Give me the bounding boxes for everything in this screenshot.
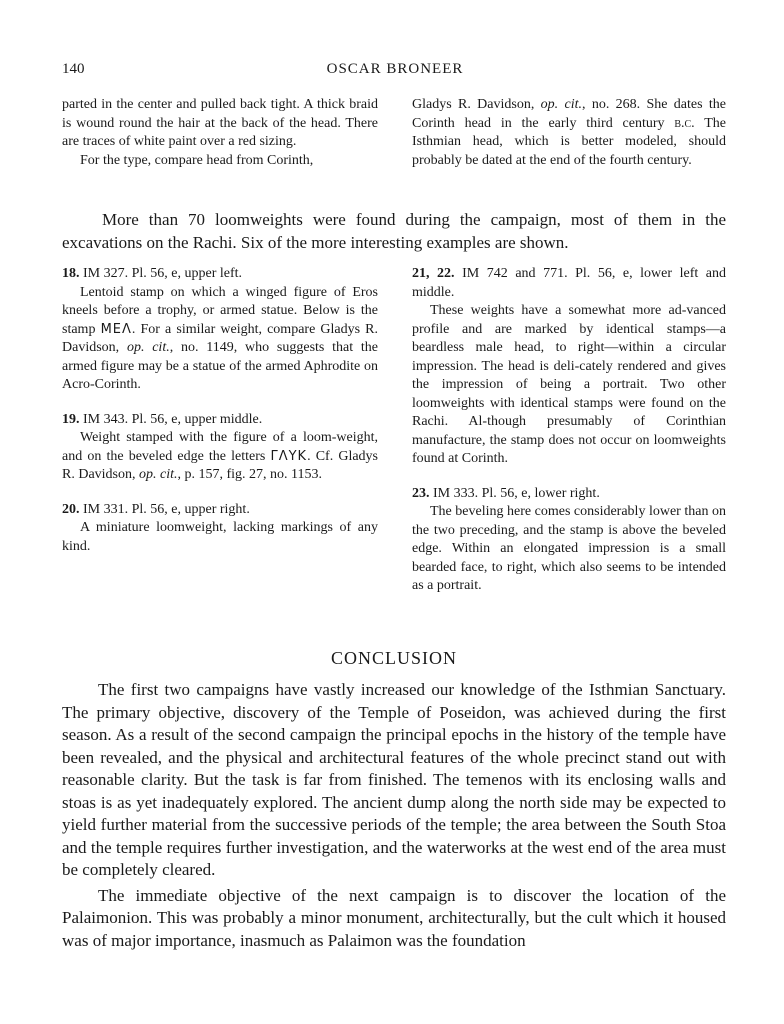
entry-body — [62, 284, 378, 395]
top-left-column — [62, 96, 378, 170]
catalog-entry-19 — [62, 411, 378, 485]
entry-number: 18. — [62, 266, 80, 281]
op-cit: op. cit. — [126, 340, 170, 355]
entry-reference: IM 331. Pl. 56, e, upper right. — [79, 501, 250, 517]
conclusion-body — [62, 679, 726, 955]
entry-reference: IM 333. Pl. 56, e, lower right. — [429, 485, 600, 501]
op-cit: op. cit. — [540, 97, 582, 112]
text-run: . Cf. Gladys R. Davidson, — [62, 448, 378, 482]
catalog-entry-21-22 — [412, 265, 726, 469]
entry-body: The beveling here comes considerably lower than on the two preceding, and the stamp is above the beveled edge. Within an elongated impression is a small bearded face, to right, which also seems to be intended as a portrait. — [412, 504, 726, 593]
entry-number: 19. — [62, 411, 80, 427]
entry-heading — [412, 485, 726, 504]
text-run: Gladys R. Davidson, — [412, 97, 541, 112]
catalog-entry-23 — [412, 485, 726, 596]
entry-heading — [62, 501, 378, 520]
running-head: OSCAR BRONEER — [326, 61, 464, 77]
text-run: Lentoid stamp on which a winged figure of Eros kneels before a trophy, or armed statue. Below is the stamp — [62, 284, 378, 337]
entry-body — [62, 429, 378, 485]
entry-reference: IM 742 and 771. Pl. 56, e, lower left and middle. — [412, 266, 727, 300]
entry-heading — [62, 411, 378, 430]
intro-paragraph — [62, 208, 726, 254]
op-cit: op. cit. — [139, 467, 178, 482]
entry-body: These weights have a somewhat more ad-vanced profile and are marked by identical stamps—a beardless male head, to right—within a circular impression. The head is deli-cately rendered and gives the impression of being a portrait. Two other loomweights with identical stamps were found on the Rachi. Al-though presumably of Corinthian manufacture, the stamp does not occur on loomweights found at Corinth. — [412, 303, 726, 466]
text-run: The Isthmian head, which is better modeled, should probably be dated at the end of the fourth century. — [412, 115, 727, 168]
page-number: 140 — [62, 61, 85, 77]
section-title: CONCLUSION — [330, 648, 457, 668]
greek-inscription: ΓΛΥΚ — [270, 448, 308, 464]
top-left-paragraph-2: For the type, compare head from Corinth, — [80, 152, 314, 168]
catalog-left-column — [62, 265, 378, 572]
catalog-entry-20 — [62, 501, 378, 557]
entry-reference: IM 327. Pl. 56, e, upper left. — [79, 266, 243, 281]
page-header — [62, 61, 728, 83]
text-run: Weight stamped with the figure of a loom-weight, and on the beveled edge the letters — [62, 430, 378, 464]
catalog-entry-18 — [62, 265, 378, 395]
text-run: , no. 268. She dates the Corinth head in the early third century — [412, 97, 726, 131]
entry-heading — [62, 265, 378, 284]
entry-number: 20. — [62, 501, 80, 517]
top-left-paragraph-1: parted in the center and pulled back tight. A thick braid is wound round the hair at the back of the head. There are traces of white paint over a red sizing. — [62, 97, 378, 149]
intro-text: More than 70 loomweights were found during the campaign, most of them in the excavations on the Rachi. Six of the more interesting examples are shown. — [62, 210, 726, 252]
catalog-right-column — [412, 265, 726, 612]
entry-heading — [412, 265, 726, 302]
entry-body: A miniature loomweight, lacking markings of any kind. — [62, 520, 378, 554]
conclusion-paragraph-1: The first two campaigns have vastly increased our knowledge of the Isthmian Sanctuary. The primary objective, discovery of the Temple of Poseidon, was achieved during the first season. As a result of the second campaign the principal epochs in the history of the temple have been revealed, and the physical and architectural features of the whole precinct stand out with reasonable clarity. But the task is far from finished. The temenos with its enclosing walls and stoas is as yet inadequately explored. The ancient dump along the north side may be expected to yield further material from the successive periods of the temple; the area between the South Stoa and the temple requires further investigation, and the waterworks at the west end of the area must be completely cleared. — [62, 680, 726, 879]
top-right-column — [412, 96, 726, 170]
entry-reference: IM 343. Pl. 56, e, upper middle. — [79, 411, 263, 427]
text-run: . For a similar weight, compare Gladys R. Davidson, — [62, 321, 378, 355]
greek-inscription: ΜΕΛ — [100, 321, 132, 337]
text-run: , p. 157, fig. 27, no. 1153. — [177, 467, 323, 482]
entry-number: 23. — [412, 485, 430, 501]
text-run: , no. 1149, who suggests that the armed figure may be a statue of the armed Aphrodite on Acro-Corinth. — [62, 340, 378, 392]
era-abbrev: b.c. — [674, 115, 695, 131]
top-right-paragraph — [412, 96, 726, 170]
conclusion-paragraph-2: The immediate objective of the next campaign is to discover the location of the Palaimonion. This was probably a minor monument, architecturally, but the cult which it housed was of major importance, inasmuch as Palaimon was the foundation — [62, 885, 726, 950]
entry-number: 21, 22. — [412, 266, 455, 281]
